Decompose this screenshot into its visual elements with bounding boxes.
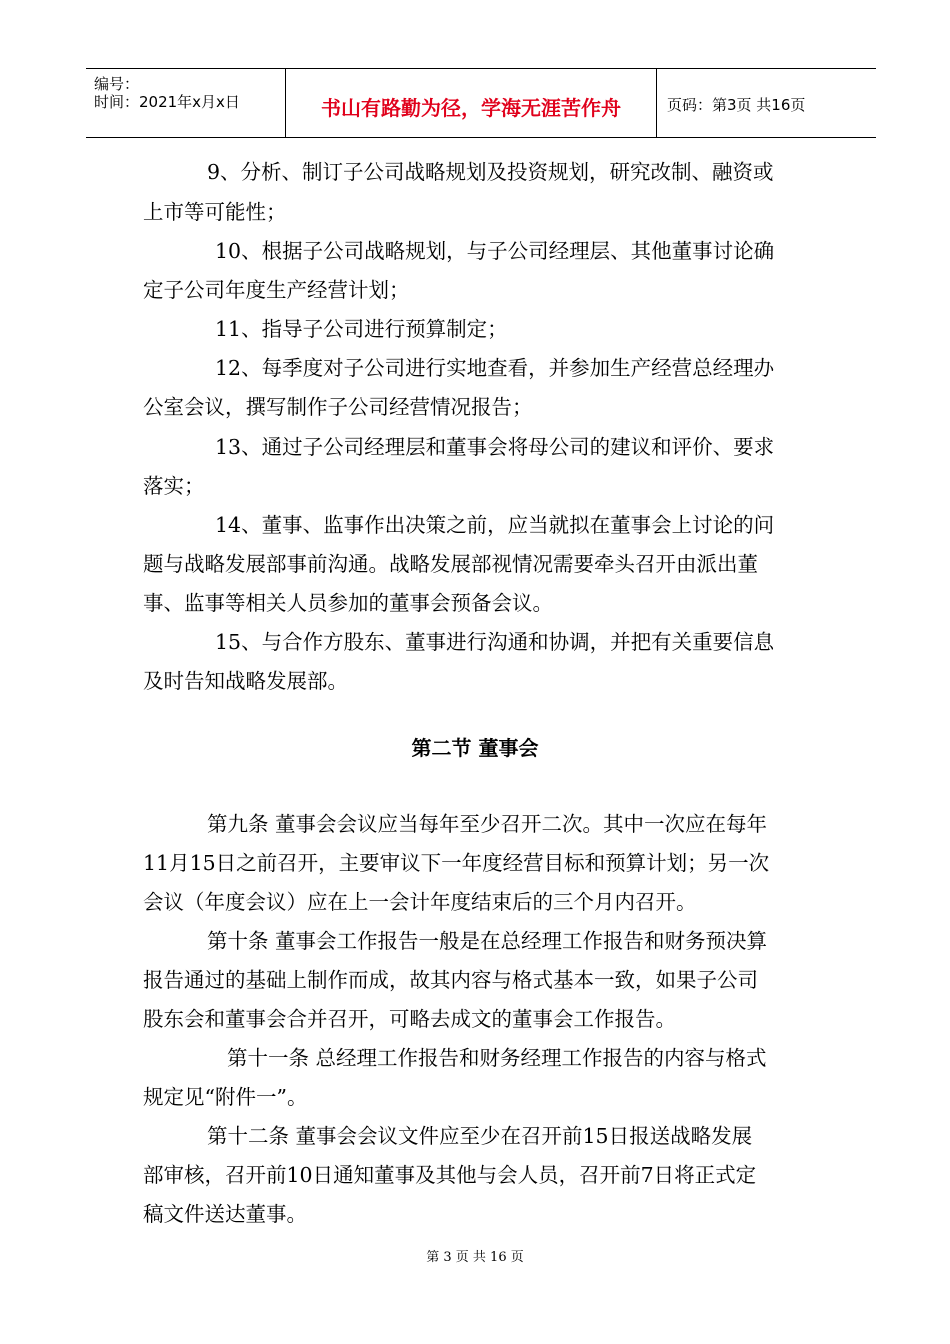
body-line: 部审核，召开前10日通知董事及其他与会人员，召开前7日将正式定 xyxy=(143,1163,757,1187)
document-header xyxy=(86,68,876,138)
body-line: 13、通过子公司经理层和董事会将母公司的建议和评价、要求 xyxy=(215,435,775,459)
body-line: 第九条 董事会会议应当每年至少召开二次。其中一次应在每年 xyxy=(207,812,768,836)
body-line: 报告通过的基础上制作而成，故其内容与格式基本一致，如果子公司 xyxy=(143,968,758,992)
body-line: 上市等可能性； xyxy=(143,200,287,224)
body-line: 股东会和董事会合并召开，可略去成文的董事会工作报告。 xyxy=(143,1007,676,1031)
body-line: 12、每季度对子公司进行实地查看，并参加生产经营总经理办 xyxy=(215,356,775,380)
body-line: 10、根据子公司战略规划，与子公司经理层、其他董事讨论确 xyxy=(215,239,775,263)
body-line: 14、董事、监事作出决策之前，应当就拟在董事会上讨论的问 xyxy=(215,513,775,537)
body-line: 11月15日之前召开，主要审议下一年度经营目标和预算计划；另一次 xyxy=(143,851,770,875)
body-line: 第十一条 总经理工作报告和财务经理工作报告的内容与格式 xyxy=(227,1046,767,1070)
body-line: 第十二条 董事会会议文件应至少在召开前15日报送战略发展 xyxy=(207,1124,753,1148)
body-line: 事、监事等相关人员参加的董事会预备会议。 xyxy=(143,591,553,615)
header-page-cell xyxy=(657,69,876,137)
document-time-label: 时间：2021年x月x日 xyxy=(94,93,240,111)
body-line: 题与战略发展部事前沟通。战略发展部视情况需要牵头召开由派出董 xyxy=(143,552,758,576)
header-motto: 书山有路勤为径，学海无涯苦作舟 xyxy=(321,96,621,120)
body-line: 会议（年度会议）应在上一会计年度结束后的三个月内召开。 xyxy=(143,890,697,914)
body-line: 规定见“附件一”。 xyxy=(143,1085,308,1109)
body-line: 11、指导子公司进行预算制定； xyxy=(215,317,508,341)
body-line: 公室会议，撰写制作子公司经营情况报告； xyxy=(143,395,533,419)
header-motto-cell xyxy=(286,69,657,137)
page-footer: 第 3 页 共 16 页 xyxy=(426,1250,524,1265)
body-line: 9、分析、制订子公司战略规划及投资规划，研究改制、融资或 xyxy=(207,160,774,184)
body-line: 第十条 董事会工作报告一般是在总经理工作报告和财务预决算 xyxy=(207,929,768,953)
body-line: 稿文件送达董事。 xyxy=(143,1202,307,1226)
header-page-info: 页码：第3页 共16页 xyxy=(667,96,806,114)
header-meta-cell xyxy=(86,69,286,137)
body-line: 及时告知战略发展部。 xyxy=(143,669,348,693)
section-heading: 第二节 董事会 xyxy=(411,736,539,760)
body-line: 落实； xyxy=(143,474,205,498)
document-number-label: 编号： xyxy=(94,75,140,93)
body-line: 15、与合作方股东、董事进行沟通和协调，并把有关重要信息 xyxy=(215,630,775,654)
body-line: 定子公司年度生产经营计划； xyxy=(143,278,410,302)
